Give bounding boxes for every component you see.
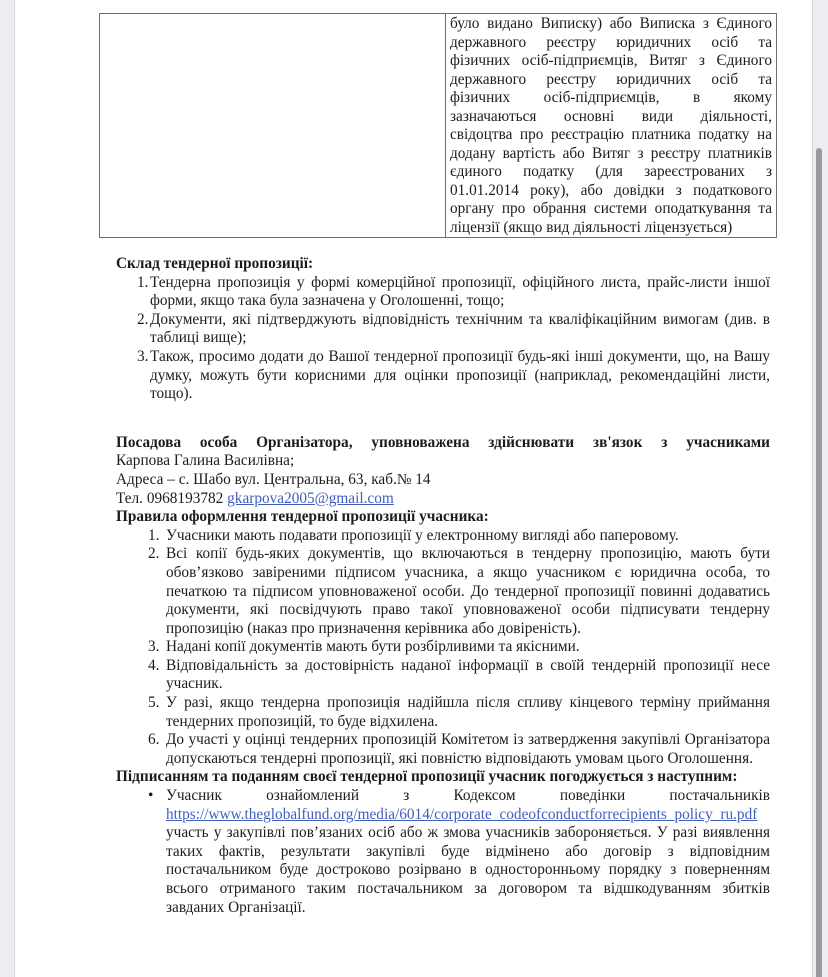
contact-heading: Посадова особа Організатора, уповноважена здійснювати зв'язок з учасниками: [116, 433, 770, 451]
cell-line: 01.01.2014 року), або довідки з податкового: [450, 181, 772, 199]
contact-phone: Тел. 0968193782: [116, 489, 224, 507]
contact-address: Адреса – с. Шабо вул. Центральна, 63, каб.№ 14: [116, 470, 431, 488]
cell-line: єдиного податку (для зареєстрованих з: [450, 163, 772, 180]
list-item: 2. Документи, які підтверджують відповідність технічним та кваліфікаційним вимогам (див. в таблиці вище);: [137, 310, 770, 347]
rules-heading: Правила оформлення тендерної пропозиції учасника:: [116, 508, 489, 526]
rules-list: [116, 527, 770, 769]
cell-line: державного реєстру юридичних осіб та: [450, 70, 772, 88]
cell-line: фізичних осіб-підприємців, в якому: [450, 89, 772, 106]
cell-line: ліцензії (якщо вид діяльності ліцензується): [450, 218, 733, 236]
cell-line: фізичних осіб-підприємців, Витяг з Єдиного: [450, 52, 772, 69]
contact-phone-line: [116, 490, 770, 509]
cell-line: було видано Виписку) або Виписка з Єдиного: [450, 15, 772, 32]
agreement-heading: Підписанням та поданням своєї тендерної пропозиції учасник погоджується з наступним:: [116, 768, 738, 786]
list-item: 4. Відповідальність за достовірність наданої інформації в своїй тендерній пропозиції несе учасник.: [148, 656, 770, 693]
bullet-icon: •: [148, 787, 154, 805]
list-item: • Учасник ознайомлений з Кодексом поведінки постачальників https://www.theglobalfund.org/media/6014/corporate_codeofconductforrecipients_policy_ru.pdf участь у закупівлі пов’язаних осіб або ж змова учасників забороняється. У разі виявлення таких фактів, результати закупівлі буде відмінено або договір з відповідним постачальником буде достроково розірвано в односторонньому порядку з поверненням всього отриманого таким постачальником за договором та відшкодуванням збитків завданих Організації.: [148, 787, 770, 916]
cell-line: органу про обрання системи оподаткування та: [450, 200, 772, 217]
list-item: 3. Також, просимо додати до Вашої тендерної пропозиції будь-які інші документи, що, на Вашу думку, можуть бути корисними для оцінки пропозиції (наприклад, рекомендаційні листи, тощо).: [137, 347, 770, 403]
composition-list: [116, 274, 770, 404]
table-cell-empty: [100, 14, 446, 238]
code-of-conduct-link[interactable]: https://www.theglobalfund.org/media/6014/corporate_codeofconductforrecipients_policy_ru.pdf: [166, 805, 758, 823]
scrollbar-thumb[interactable]: [816, 148, 822, 977]
cell-line: зазначаються основні види діяльності,: [450, 107, 772, 125]
cell-line: свідоцтва про реєстрацію платника податку на: [450, 126, 772, 143]
contact-name: Карпова Галина Василівна;: [116, 452, 295, 470]
list-item: 6. До участі у оцінці тендерних пропозицій Комітетом із затвердження закупівлі Організатора допускаються тендерні пропозиції, які повністю відповідають умовам цього Оголошення.: [148, 731, 770, 767]
cell-line: додану вартість або Витяг з реєстру платників: [450, 144, 772, 162]
document-body: [116, 255, 770, 917]
table-cell-documents: [446, 14, 777, 238]
list-item: 1. Учасники мають подавати пропозиції у електронному вигляді або паперовому.: [148, 526, 679, 544]
table-row: [100, 14, 777, 238]
list-item: 2. Всі копії будь-яких документів, що включаються в тендерну пропозицію, мають бути обов’язково завіреними підписом учасника, а якщо учасником є юридична особа, то печаткою та підписом уповноваженої особи. До тендерної пропозиції повинні додаватись документи, які посвідчують право такої уповноваженої особи підписувати тендерну пропозицію (наказ про призначення керівника або довіреність).: [148, 545, 770, 637]
contact-email-link[interactable]: gkarpova2005@gmail.com: [227, 489, 394, 507]
list-item: 5. У разі, якщо тендерна пропозиція надійшла після спливу кінцевого терміну приймання тендерних пропозицій, то буде відхилена.: [148, 694, 770, 730]
requirements-table: [99, 13, 777, 238]
agreement-list: [116, 787, 770, 917]
left-margin-strip: [0, 0, 15, 977]
composition-heading: Склад тендерної пропозиції:: [116, 255, 314, 272]
cell-line: державного реєстру юридичних осіб та: [450, 33, 772, 51]
list-item: 3. Надані копії документів мають бути розбірливими та якісними.: [148, 638, 580, 656]
list-item: 1. Тендерна пропозиція у формі комерційної пропозиції, офіційного листа, прайс-листи іншої форми, якщо така була зазначена у Оголошенні, тощо;: [137, 273, 770, 310]
